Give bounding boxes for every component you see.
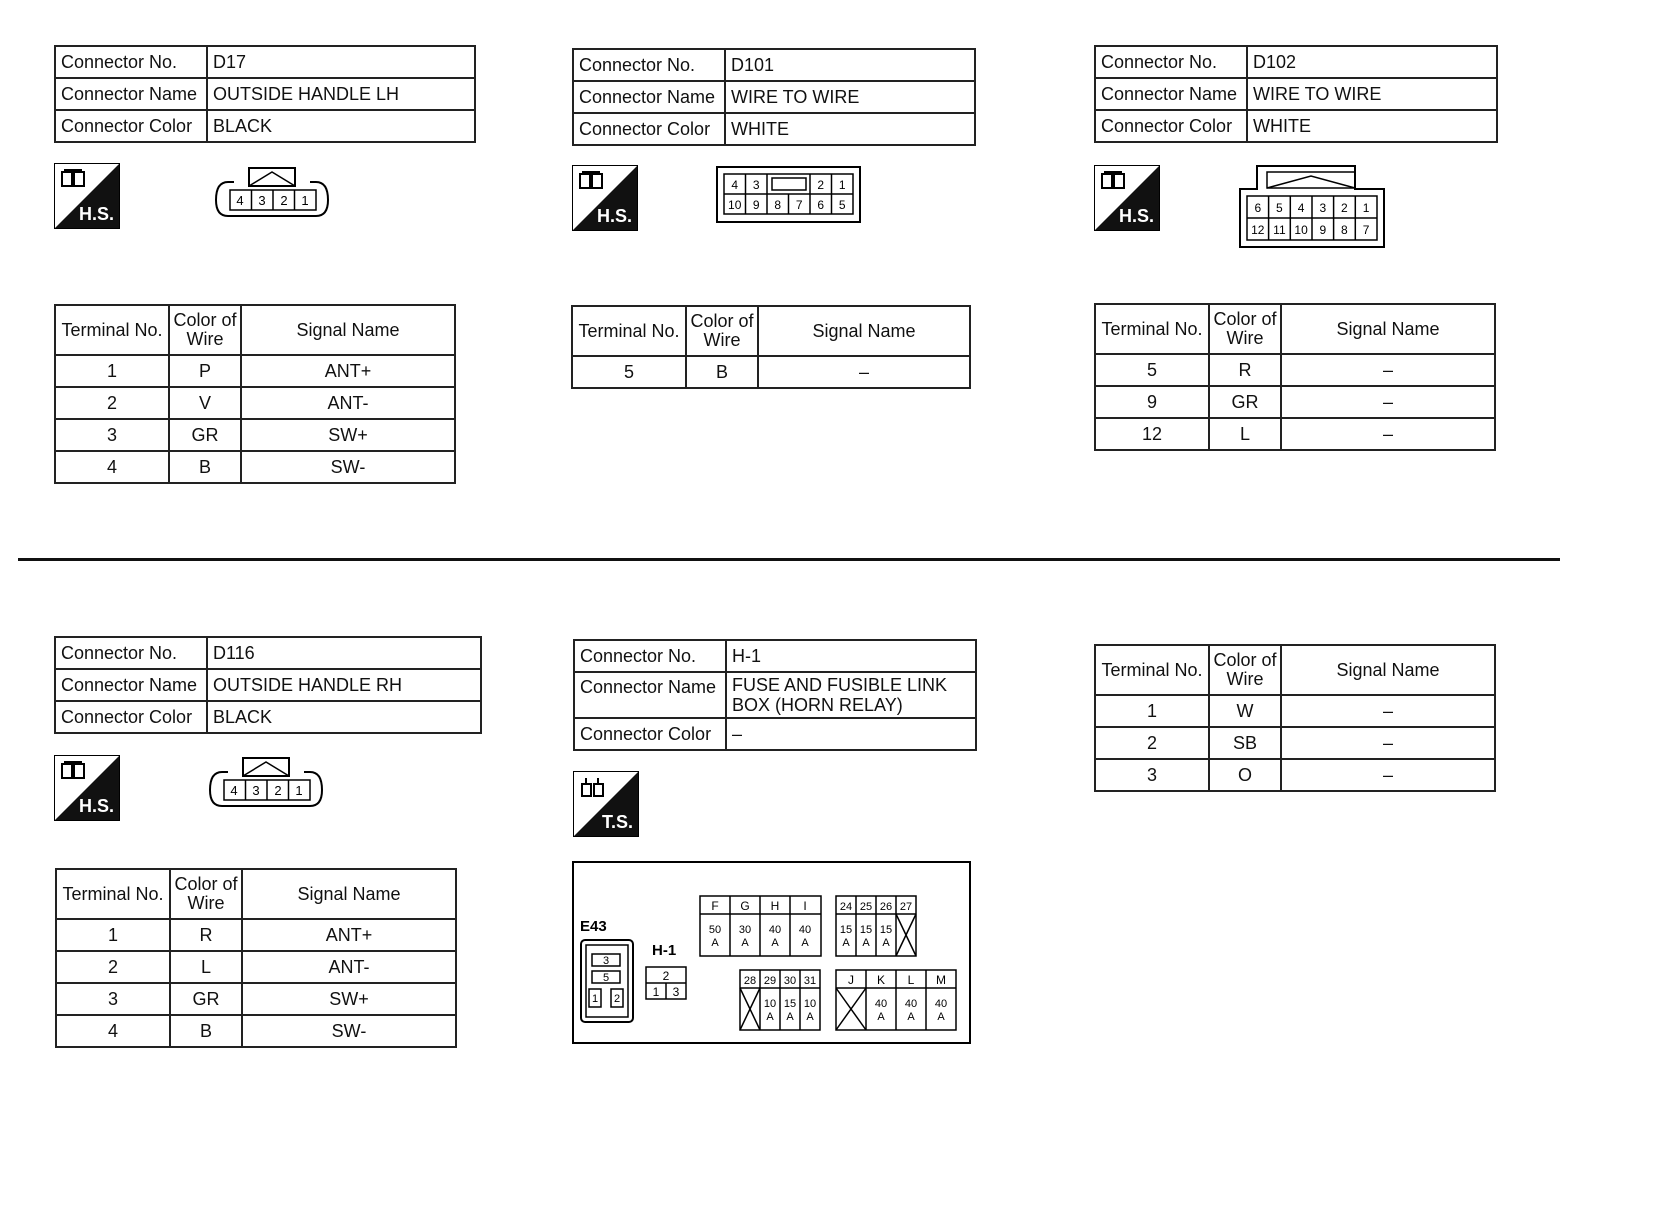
pin-label: 8 — [1341, 223, 1348, 237]
connector-info-d116 — [54, 636, 482, 734]
pin-label: 1 — [591, 993, 599, 1005]
table-cell: B — [686, 356, 758, 388]
pin-label: 5 — [602, 972, 610, 984]
col-color-of-wire: Color of Wire — [170, 869, 242, 919]
fuse-letter: K — [876, 973, 886, 987]
terminal-table-d17 — [54, 304, 456, 484]
connector-name: OUTSIDE HANDLE LH — [207, 78, 475, 110]
connector-name: WIRE TO WIRE — [1247, 78, 1497, 110]
label-connector-name: Connector Name — [573, 81, 725, 113]
table-cell: L — [170, 951, 242, 983]
fuse-amps: 50 — [708, 924, 722, 936]
pin-label: 2 — [274, 783, 282, 798]
fuse-letter: F — [711, 899, 719, 913]
table-row — [1095, 695, 1495, 727]
table-row — [55, 419, 455, 451]
pin-label: 4 — [230, 783, 238, 798]
pin-label: 3 — [672, 985, 680, 999]
fuse-unit: A — [801, 937, 809, 949]
pin-label: 2 — [613, 993, 621, 1005]
badge-text: H.S. — [78, 204, 114, 224]
fuse-amps: 15 — [783, 998, 797, 1010]
fuse-unit: A — [937, 1011, 945, 1023]
table-cell: GR — [170, 983, 242, 1015]
table-cell: GR — [169, 419, 241, 451]
pin-label: 2 — [280, 193, 288, 208]
fuse-unit: A — [806, 1011, 814, 1023]
table-cell: ANT+ — [242, 919, 456, 951]
connector-face-d102 — [1237, 164, 1387, 250]
pin-label: 9 — [752, 198, 760, 212]
table-row — [56, 1015, 456, 1047]
badge-text: H.S. — [596, 206, 632, 226]
table-row — [55, 451, 455, 483]
pin-label: 1 — [652, 985, 660, 999]
connector-name: FUSE AND FUSIBLE LINK BOX (HORN RELAY) — [726, 672, 976, 718]
col-terminal-no: Terminal No. — [56, 869, 170, 919]
connector-no: D101 — [725, 49, 975, 81]
col-terminal-no: Terminal No. — [1095, 645, 1209, 695]
table-cell: V — [169, 387, 241, 419]
table-cell: – — [1281, 354, 1495, 386]
fuse-number: 28 — [743, 975, 757, 987]
connector-info-d102 — [1094, 45, 1498, 143]
fuse-amps: 15 — [879, 924, 893, 936]
connector-info-h1 — [573, 639, 977, 751]
connector-face-d17 — [214, 164, 330, 220]
fuse-letter: J — [848, 973, 854, 987]
label-connector-no: Connector No. — [1095, 46, 1247, 78]
table-cell: 1 — [55, 355, 169, 387]
fuse-amps: 15 — [859, 924, 873, 936]
fuse-amps: 10 — [763, 998, 777, 1010]
fuse-amps: 10 — [803, 998, 817, 1010]
fuse-letter: M — [936, 973, 946, 987]
connector-plug-icon — [60, 168, 90, 192]
table-cell: W — [1209, 695, 1281, 727]
col-signal-name: Signal Name — [241, 305, 455, 355]
table-cell: – — [1281, 759, 1495, 791]
badge-text: H.S. — [1118, 206, 1154, 226]
table-cell: SW+ — [241, 419, 455, 451]
table-cell: SB — [1209, 727, 1281, 759]
terminal-table-d101 — [571, 305, 971, 389]
table-cell: R — [1209, 354, 1281, 386]
table-row — [1095, 727, 1495, 759]
connector-color: WHITE — [725, 113, 975, 145]
pin-label: 12 — [1251, 223, 1265, 237]
label-connector-no: Connector No. — [55, 46, 207, 78]
fuse-amps: 40 — [798, 924, 812, 936]
fuse-unit: A — [862, 937, 870, 949]
label-connector-name: Connector Name — [55, 669, 207, 701]
table-row — [1095, 354, 1495, 386]
connector-no: D102 — [1247, 46, 1497, 78]
pin-label: 4 — [1297, 201, 1305, 215]
pin-label: 3 — [258, 193, 266, 208]
connector-plug-icon — [578, 170, 608, 194]
fuse-amps: 40 — [934, 998, 948, 1010]
connector-plug-icon — [60, 760, 90, 784]
connector-face-d116 — [208, 754, 324, 810]
terminal-table-d102 — [1094, 303, 1496, 451]
fuse-unit: A — [741, 937, 749, 949]
connector-plug-icon — [579, 776, 609, 800]
label-connector-no: Connector No. — [55, 637, 207, 669]
table-row — [55, 355, 455, 387]
col-color-of-wire: Color of Wire — [169, 305, 241, 355]
pin-label: 9 — [1319, 223, 1327, 237]
fuse-amps: 40 — [904, 998, 918, 1010]
pin-label: 3 — [602, 955, 610, 967]
table-cell: – — [1281, 418, 1495, 450]
pin-label: 5 — [1276, 201, 1283, 215]
label-connector-color: Connector Color — [1095, 110, 1247, 142]
pin-label: 6 — [817, 198, 825, 212]
fuse-unit: A — [771, 937, 779, 949]
pin-label: 2 — [1341, 201, 1348, 215]
table-cell: R — [170, 919, 242, 951]
pin-label: 1 — [838, 178, 846, 192]
fuse-unit: A — [882, 937, 890, 949]
pin-label: 4 — [236, 193, 244, 208]
col-signal-name: Signal Name — [242, 869, 456, 919]
connector-color: – — [726, 718, 976, 750]
section-divider — [18, 558, 1560, 561]
harness-side-badge — [1094, 165, 1160, 231]
pin-label: 7 — [795, 198, 803, 212]
connector-no: D116 — [207, 637, 481, 669]
col-color-of-wire: Color of Wire — [1209, 645, 1281, 695]
table-cell: 2 — [55, 387, 169, 419]
fuse-amps: 40 — [874, 998, 888, 1010]
badge-text: T.S. — [601, 812, 633, 832]
table-cell: 2 — [1095, 727, 1209, 759]
pin-label: 10 — [728, 198, 742, 212]
pin-label: 3 — [1319, 201, 1327, 215]
col-signal-name: Signal Name — [1281, 645, 1495, 695]
terminal-table-h1 — [1094, 644, 1496, 792]
fuse-unit: A — [766, 1011, 774, 1023]
connector-face-d101 — [716, 166, 862, 224]
table-cell: SW+ — [242, 983, 456, 1015]
connector-name: OUTSIDE HANDLE RH — [207, 669, 481, 701]
table-cell: L — [1209, 418, 1281, 450]
table-cell: 1 — [1095, 695, 1209, 727]
table-cell: ANT+ — [241, 355, 455, 387]
table-row — [56, 951, 456, 983]
connector-no: H-1 — [726, 640, 976, 672]
table-row — [1095, 418, 1495, 450]
label-connector-name: Connector Name — [55, 78, 207, 110]
fuse-letter: L — [907, 973, 915, 987]
table-cell: 3 — [55, 419, 169, 451]
fuse-unit: A — [877, 1011, 885, 1023]
connector-info-d17 — [54, 45, 476, 143]
table-cell: – — [1281, 386, 1495, 418]
h1-label: H-1 — [652, 942, 677, 959]
harness-side-badge — [572, 165, 638, 231]
pin-label: 11 — [1273, 223, 1286, 237]
col-color-of-wire: Color of Wire — [686, 306, 758, 356]
label-connector-no: Connector No. — [573, 49, 725, 81]
pin-label: 8 — [774, 198, 782, 212]
pin-label: 1 — [295, 783, 303, 798]
fuse-letter: H — [770, 899, 780, 913]
fuse-number: 31 — [803, 975, 817, 987]
fuse-unit: A — [786, 1011, 794, 1023]
connector-no: D17 — [207, 46, 475, 78]
label-connector-color: Connector Color — [55, 110, 207, 142]
fuse-number: 24 — [839, 901, 853, 913]
label-connector-no: Connector No. — [574, 640, 726, 672]
fuse-unit: A — [907, 1011, 915, 1023]
table-cell: – — [758, 356, 970, 388]
table-cell: B — [170, 1015, 242, 1047]
fuse-letter: G — [740, 899, 750, 913]
pin-label: 3 — [752, 178, 760, 192]
table-cell: SW- — [242, 1015, 456, 1047]
table-cell: 3 — [1095, 759, 1209, 791]
fuse-letter: I — [803, 899, 807, 913]
terminal-table-d116 — [55, 868, 457, 1048]
col-color-of-wire: Color of Wire — [1209, 304, 1281, 354]
fuse-amps: 15 — [839, 924, 853, 936]
table-cell: 9 — [1095, 386, 1209, 418]
pin-label: 1 — [1362, 201, 1370, 215]
table-cell: 4 — [55, 451, 169, 483]
table-cell: GR — [1209, 386, 1281, 418]
label-connector-name: Connector Name — [1095, 78, 1247, 110]
table-cell: 4 — [56, 1015, 170, 1047]
label-connector-color: Connector Color — [55, 701, 207, 733]
col-terminal-no: Terminal No. — [1095, 304, 1209, 354]
table-cell: 5 — [572, 356, 686, 388]
connector-info-d101 — [572, 48, 976, 146]
table-row — [56, 919, 456, 951]
table-row — [1095, 759, 1495, 791]
fuse-unit: A — [842, 937, 850, 949]
pin-label: 2 — [662, 969, 670, 983]
pin-label: 2 — [817, 178, 825, 192]
table-cell: 5 — [1095, 354, 1209, 386]
table-row — [572, 356, 970, 388]
table-cell: ANT- — [242, 951, 456, 983]
connector-name: WIRE TO WIRE — [725, 81, 975, 113]
col-signal-name: Signal Name — [1281, 304, 1495, 354]
fuse-number: 27 — [899, 901, 913, 913]
harness-side-badge — [54, 163, 120, 229]
connector-color: BLACK — [207, 110, 475, 142]
fuse-amps: 40 — [768, 924, 782, 936]
table-cell: – — [1281, 695, 1495, 727]
e43-label: E43 — [580, 918, 607, 935]
col-terminal-no: Terminal No. — [55, 305, 169, 355]
pin-label: 10 — [1294, 223, 1308, 237]
terminal-side-badge — [573, 771, 639, 837]
pin-label: 3 — [252, 783, 260, 798]
connector-color: WHITE — [1247, 110, 1497, 142]
table-cell: 1 — [56, 919, 170, 951]
label-connector-name: Connector Name — [574, 672, 726, 718]
table-row — [55, 387, 455, 419]
badge-text: H.S. — [78, 796, 114, 816]
label-connector-color: Connector Color — [573, 113, 725, 145]
fuse-number: 26 — [879, 901, 893, 913]
table-cell: O — [1209, 759, 1281, 791]
table-cell: 2 — [56, 951, 170, 983]
col-signal-name: Signal Name — [758, 306, 970, 356]
connector-plug-icon — [1100, 170, 1130, 194]
fuse-number: 29 — [763, 975, 777, 987]
connector-color: BLACK — [207, 701, 481, 733]
harness-side-badge — [54, 755, 120, 821]
fuse-amps: 30 — [738, 924, 752, 936]
table-cell: B — [169, 451, 241, 483]
table-row — [56, 983, 456, 1015]
table-cell: ANT- — [241, 387, 455, 419]
table-cell: – — [1281, 727, 1495, 759]
pin-label: 6 — [1254, 201, 1262, 215]
fuse-box-diagram — [572, 861, 972, 1045]
col-terminal-no: Terminal No. — [572, 306, 686, 356]
fuse-number: 25 — [859, 901, 873, 913]
pin-label: 4 — [731, 178, 739, 192]
fuse-number: 30 — [783, 975, 797, 987]
pin-label: 1 — [301, 193, 309, 208]
table-cell: P — [169, 355, 241, 387]
pin-label: 7 — [1362, 223, 1370, 237]
table-row — [1095, 386, 1495, 418]
fuse-unit: A — [711, 937, 719, 949]
table-cell: SW- — [241, 451, 455, 483]
pin-label: 5 — [838, 198, 846, 212]
table-cell: 3 — [56, 983, 170, 1015]
label-connector-color: Connector Color — [574, 718, 726, 750]
table-cell: 12 — [1095, 418, 1209, 450]
